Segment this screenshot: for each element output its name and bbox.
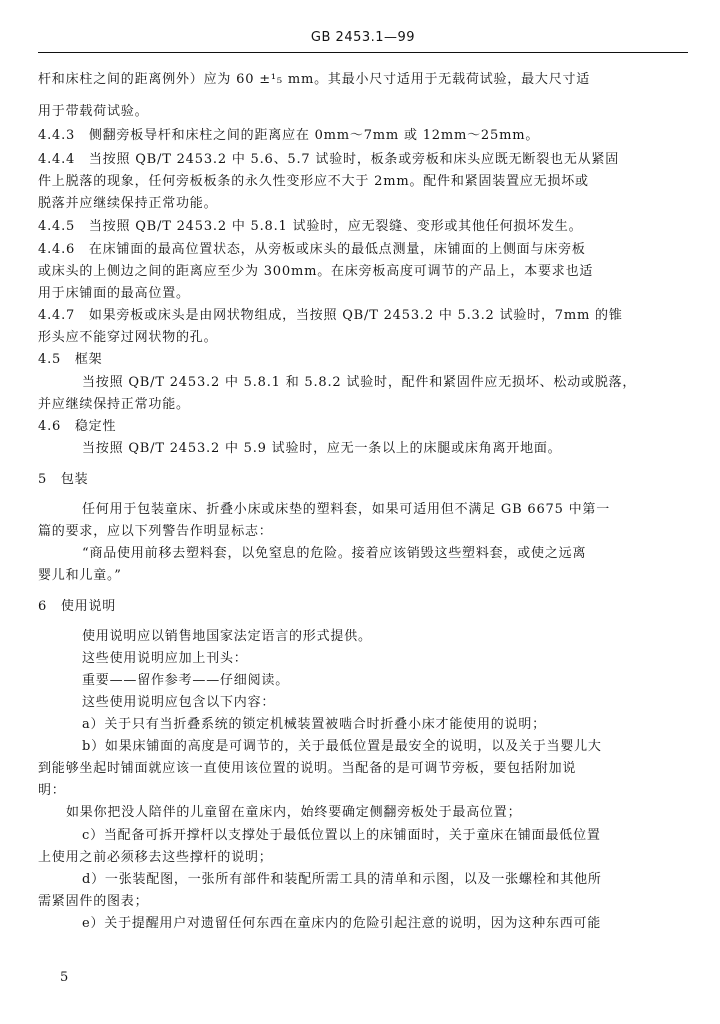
clause-4-4-6: 4.4.6 在床铺面的最高位置状态，从旁板或床头的最低点测量，床铺面的上侧面与床旁板: [38, 242, 586, 257]
text-line: 篇的要求，应以下列警告作明显标志：: [38, 524, 273, 539]
text-line: 脱落并应继续保持正常功能。: [38, 196, 218, 211]
text-line: 当按照 QB/T 2453.2 中 5.8.1 和 5.8.2 试验时，配件和紧固件应无损坏、松动或脱落，: [82, 375, 637, 390]
warning-text: 婴儿和儿童。”: [38, 568, 122, 583]
page-number: 5: [60, 970, 69, 985]
text-line: 重要——留作参考——仔细阅读。: [82, 673, 289, 688]
text-line: 形头应不能穿过网状物的孔。: [38, 330, 218, 345]
clause-4-4-5: 4.4.5 当按照 QB/T 2453.2 中 5.8.1 试验时，应无裂缝、变形或其他任何损坏发生。: [38, 219, 583, 234]
list-item-a: a）关于只有当折叠系统的锁定机械装置被啮合时折叠小床才能使用的说明；: [82, 717, 546, 732]
text-line: 这些使用说明应加上刊头：: [82, 651, 248, 666]
list-item-d: d）一张装配图，一张所有部件和装配所需工具的清单和示图，以及一张螺栓和其他所: [82, 872, 602, 887]
list-item-c: c）当配备可拆开撑杆以支撑处于最低位置以上的床铺面时，关于童床在铺面最低位置: [82, 828, 601, 843]
section-6-heading: 6 使用说明: [38, 599, 117, 614]
clause-4-4-3: 4.4.3 侧翻旁板导杆和床柱之间的距离应在 0mm～7mm 或 12mm～25mm。: [38, 128, 540, 143]
clause-4-4-7: 4.4.7 如果旁板或床头是由网状物组成，当按照 QB/T 2453.2 中 5.3.2 试验时，7mm 的锥: [38, 308, 623, 323]
text-line: 这些使用说明应包含以下内容：: [82, 695, 276, 710]
text-line: 杆和床柱之间的距离例外）应为 60 ±¹₅ mm。其最小尺寸适用于无载荷试验，最大尺寸适: [38, 72, 591, 87]
text-line: 到能够坐起时铺面就应该一直使用该位置的说明。当配备的是可调节旁板，要包括附加说: [38, 761, 577, 776]
text-line: 件上脱落的现象，任何旁板板条的永久性变形应不大于 2mm。配件和紧固装置应无损坏或: [38, 174, 589, 189]
clause-4-4-4: 4.4.4 当按照 QB/T 2453.2 中 5.6、5.7 试验时，板条或旁板和床头应既无断裂也无从紧固: [38, 152, 620, 167]
text-line: 任何用于包装童床、折叠小床或床垫的塑料套，如果可适用但不满足 GB 6675 中第一: [82, 502, 611, 517]
section-4-6-heading: 4.6 稳定性: [38, 419, 117, 434]
page-header: GB 2453.1—99: [38, 30, 688, 53]
text-line: 用于床铺面的最高位置。: [38, 286, 190, 301]
text-line: 当按照 QB/T 2453.2 中 5.9 试验时，应无一条以上的床腿或床角离开地面。: [82, 441, 562, 456]
text-line: 需紧固件的图表；: [38, 894, 149, 909]
text-line: 使用说明应以销售地国家法定语言的形式提供。: [82, 629, 372, 644]
warning-text: “商品使用前移去塑料套，以免窒息的危险。接着应该销毁这些塑料套，或使之远离: [82, 546, 587, 561]
list-item-e: e）关于提醒用户对遗留任何东西在童床内的危险引起注意的说明，因为这种东西可能: [82, 916, 602, 931]
section-4-5-heading: 4.5 框架: [38, 352, 103, 367]
text-line: 明：: [38, 783, 66, 798]
text-line: 用于带载荷试验。: [38, 104, 149, 119]
section-5-heading: 5 包装: [38, 472, 89, 487]
text-line: 上使用之前必须移去这些撑杆的说明；: [38, 850, 273, 865]
list-item-b: b）如果床铺面的高度是可调节的，关于最低位置是最安全的说明，以及关于当婴儿大: [82, 739, 602, 754]
text-line: 或床头的上侧边之间的距离应至少为 300mm。在床旁板高度可调节的产品上，本要求也适: [38, 264, 594, 279]
text-line: 如果你把没人陪伴的儿童留在童床内，始终要确定侧翻旁板处于最高位置；: [66, 805, 522, 820]
text-line: 并应继续保持正常功能。: [38, 397, 190, 412]
